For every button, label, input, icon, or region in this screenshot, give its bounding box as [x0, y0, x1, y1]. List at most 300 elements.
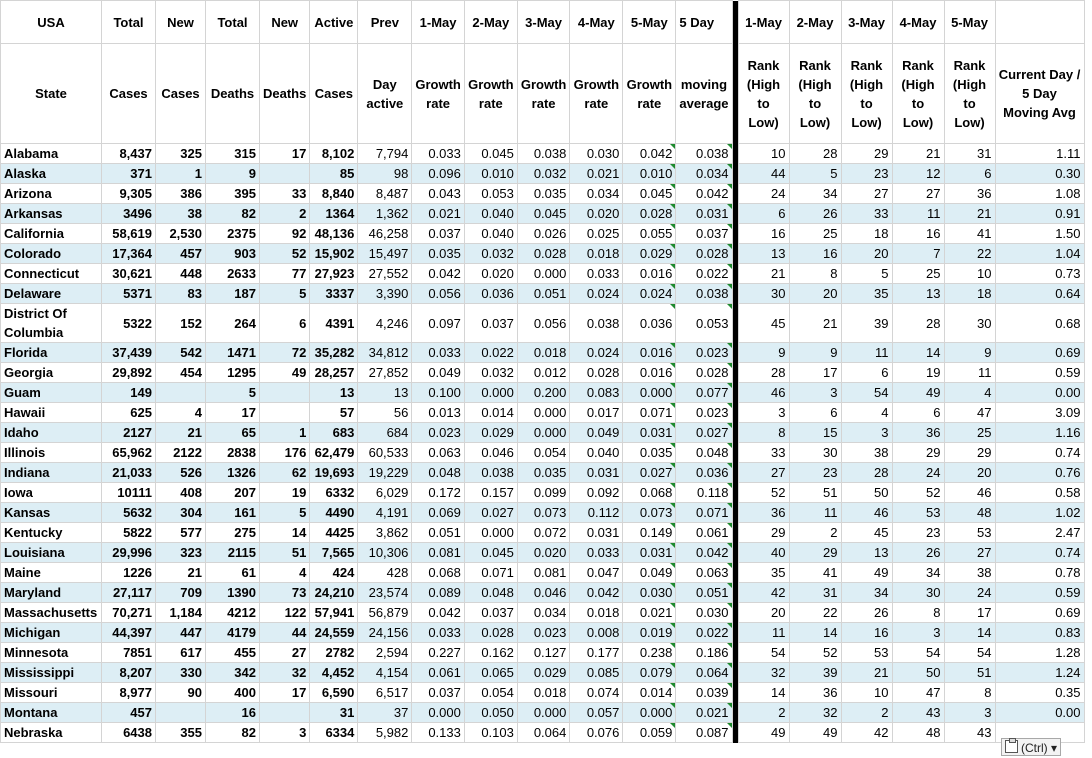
data-cell[interactable]: 34	[841, 583, 892, 603]
data-cell[interactable]: 49	[892, 383, 944, 403]
state-name-cell[interactable]: Indiana	[1, 463, 102, 483]
data-cell[interactable]: 14	[944, 623, 995, 643]
data-cell[interactable]: 0.064	[517, 723, 570, 743]
data-cell[interactable]: 10	[944, 264, 995, 284]
data-cell[interactable]: 0.047	[570, 563, 623, 583]
data-cell[interactable]: 54	[892, 643, 944, 663]
data-cell[interactable]: 542	[156, 343, 206, 363]
data-cell[interactable]: 0.087	[676, 723, 732, 743]
data-cell[interactable]: 5	[841, 264, 892, 284]
data-cell[interactable]: 161	[206, 503, 260, 523]
data-cell[interactable]: 26	[892, 543, 944, 563]
data-cell[interactable]: 98	[358, 164, 412, 184]
data-cell[interactable]: 2.47	[995, 523, 1084, 543]
data-cell[interactable]: 57	[310, 403, 358, 423]
data-cell[interactable]: 16	[789, 244, 841, 264]
data-cell[interactable]: 0.042	[676, 543, 732, 563]
data-cell[interactable]: 15	[789, 423, 841, 443]
column-header[interactable]: 4-May	[892, 1, 944, 44]
data-cell[interactable]: 0.021	[412, 204, 465, 224]
table-row[interactable]	[1, 443, 1085, 463]
data-cell[interactable]: 1295	[206, 363, 260, 383]
data-cell[interactable]: 323	[156, 543, 206, 563]
state-name-cell[interactable]: Arkansas	[1, 204, 102, 224]
data-cell[interactable]: 0.35	[995, 683, 1084, 703]
data-cell[interactable]: 0.024	[570, 284, 623, 304]
data-cell[interactable]: 0.042	[676, 184, 732, 204]
data-cell[interactable]: 38	[841, 443, 892, 463]
data-cell[interactable]: 455	[206, 643, 260, 663]
data-cell[interactable]: 617	[156, 643, 206, 663]
data-cell[interactable]: 7,794	[358, 144, 412, 164]
data-cell[interactable]: 6332	[310, 483, 358, 503]
data-cell[interactable]: 5,982	[358, 723, 412, 743]
data-cell[interactable]: 0.00	[995, 383, 1084, 403]
data-cell[interactable]: 342	[206, 663, 260, 683]
state-name-cell[interactable]: Massachusetts	[1, 603, 102, 623]
data-cell[interactable]: 13	[841, 543, 892, 563]
data-cell[interactable]: 0.118	[676, 483, 732, 503]
column-header[interactable]: Deaths	[206, 44, 260, 144]
data-cell[interactable]: 2127	[102, 423, 156, 443]
data-cell[interactable]: 8,977	[102, 683, 156, 703]
table-row[interactable]	[1, 483, 1085, 503]
data-cell[interactable]: 36	[944, 184, 995, 204]
data-cell[interactable]: 31	[310, 703, 358, 723]
data-cell[interactable]: 2	[260, 204, 310, 224]
data-cell[interactable]: 0.071	[464, 563, 517, 583]
data-cell[interactable]: 0.023	[676, 343, 732, 363]
data-cell[interactable]: 424	[310, 563, 358, 583]
data-cell[interactable]: 34,812	[358, 343, 412, 363]
state-name-cell[interactable]: Connecticut	[1, 264, 102, 284]
data-cell[interactable]: 26	[789, 204, 841, 224]
data-cell[interactable]: 0.91	[995, 204, 1084, 224]
data-cell[interactable]: 0.051	[517, 284, 570, 304]
data-cell[interactable]: 1326	[206, 463, 260, 483]
data-cell[interactable]: 2115	[206, 543, 260, 563]
data-cell[interactable]: 82	[206, 723, 260, 743]
data-cell[interactable]: 30,621	[102, 264, 156, 284]
data-cell[interactable]: 49	[789, 723, 841, 743]
data-cell[interactable]: 0.053	[464, 184, 517, 204]
data-cell[interactable]: 0.030	[570, 144, 623, 164]
data-cell[interactable]: 0.029	[517, 663, 570, 683]
data-cell[interactable]: 0.096	[412, 164, 465, 184]
table-row[interactable]	[1, 563, 1085, 583]
data-cell[interactable]: 57,941	[310, 603, 358, 623]
data-cell[interactable]: 22	[789, 603, 841, 623]
data-cell[interactable]: 315	[206, 144, 260, 164]
data-cell[interactable]: 0.69	[995, 603, 1084, 623]
data-cell[interactable]: 395	[206, 184, 260, 204]
data-cell[interactable]: 0.78	[995, 563, 1084, 583]
data-cell[interactable]: 54	[944, 643, 995, 663]
state-name-cell[interactable]: Minnesota	[1, 643, 102, 663]
data-cell[interactable]	[260, 703, 310, 723]
data-cell[interactable]: 44	[260, 623, 310, 643]
data-cell[interactable]: 9	[206, 164, 260, 184]
data-cell[interactable]: 5632	[102, 503, 156, 523]
state-name-cell[interactable]: California	[1, 224, 102, 244]
data-cell[interactable]: 92	[260, 224, 310, 244]
data-cell[interactable]: 0.172	[412, 483, 465, 503]
data-cell[interactable]: 5822	[102, 523, 156, 543]
column-header[interactable]: 1-May	[738, 1, 789, 44]
table-row[interactable]	[1, 583, 1085, 603]
data-cell[interactable]: 4425	[310, 523, 358, 543]
state-name-cell[interactable]: Mississippi	[1, 663, 102, 683]
data-cell[interactable]: 17	[260, 144, 310, 164]
table-row[interactable]	[1, 663, 1085, 683]
data-cell[interactable]: 0.016	[623, 343, 676, 363]
data-cell[interactable]: 1390	[206, 583, 260, 603]
data-cell[interactable]: 0.048	[464, 583, 517, 603]
data-cell[interactable]: 31	[789, 583, 841, 603]
data-cell[interactable]: 47	[892, 683, 944, 703]
data-cell[interactable]: 27	[892, 184, 944, 204]
data-cell[interactable]: 23,574	[358, 583, 412, 603]
data-cell[interactable]: 24,210	[310, 583, 358, 603]
data-cell[interactable]: 10,306	[358, 543, 412, 563]
data-cell[interactable]: 0.014	[464, 403, 517, 423]
data-cell[interactable]: 1.04	[995, 244, 1084, 264]
table-row[interactable]	[1, 363, 1085, 383]
data-cell[interactable]: 448	[156, 264, 206, 284]
column-header[interactable]: Growth rate	[623, 44, 676, 144]
data-cell[interactable]: 20	[841, 244, 892, 264]
data-cell[interactable]: 24,559	[310, 623, 358, 643]
data-cell[interactable]: 14	[892, 343, 944, 363]
data-cell[interactable]	[260, 403, 310, 423]
data-cell[interactable]: 0.046	[464, 443, 517, 463]
column-header[interactable]: Growth rate	[412, 44, 465, 144]
data-cell[interactable]: 15,902	[310, 244, 358, 264]
data-cell[interactable]: 408	[156, 483, 206, 503]
data-cell[interactable]: 3	[738, 403, 789, 423]
state-name-cell[interactable]: Maryland	[1, 583, 102, 603]
data-cell[interactable]: 7	[892, 244, 944, 264]
data-cell[interactable]: 70,271	[102, 603, 156, 623]
data-cell[interactable]: 8,437	[102, 144, 156, 164]
data-cell[interactable]: 8,102	[310, 144, 358, 164]
data-cell[interactable]: 27,852	[358, 363, 412, 383]
state-name-cell[interactable]: Michigan	[1, 623, 102, 643]
data-cell[interactable]: 1.02	[995, 503, 1084, 523]
data-cell[interactable]: 275	[206, 523, 260, 543]
data-cell[interactable]: 27,117	[102, 583, 156, 603]
data-cell[interactable]: 0.049	[412, 363, 465, 383]
data-cell[interactable]: 61	[206, 563, 260, 583]
data-cell[interactable]: 0.029	[623, 244, 676, 264]
data-cell[interactable]: 25	[944, 423, 995, 443]
data-cell[interactable]: 625	[102, 403, 156, 423]
table-row[interactable]	[1, 144, 1085, 164]
data-cell[interactable]: 33	[738, 443, 789, 463]
data-cell[interactable]: 27	[738, 463, 789, 483]
data-cell[interactable]: 709	[156, 583, 206, 603]
data-cell[interactable]: 0.036	[464, 284, 517, 304]
state-name-cell[interactable]: Alaska	[1, 164, 102, 184]
column-header[interactable]: State	[1, 44, 102, 144]
column-header[interactable]: 3-May	[517, 1, 570, 44]
data-cell[interactable]: 16	[841, 623, 892, 643]
data-cell[interactable]: 0.097	[412, 304, 465, 343]
data-cell[interactable]: 304	[156, 503, 206, 523]
data-cell[interactable]: 50	[841, 483, 892, 503]
data-cell[interactable]: 1.08	[995, 184, 1084, 204]
data-cell[interactable]: 0.83	[995, 623, 1084, 643]
data-cell[interactable]: 0.014	[623, 683, 676, 703]
data-cell[interactable]: 18	[841, 224, 892, 244]
state-name-cell[interactable]: Maine	[1, 563, 102, 583]
data-cell[interactable]: 0.023	[517, 623, 570, 643]
data-cell[interactable]: 5322	[102, 304, 156, 343]
data-cell[interactable]: 29	[738, 523, 789, 543]
data-cell[interactable]: 0.018	[517, 343, 570, 363]
column-header[interactable]: Growth rate	[570, 44, 623, 144]
state-name-cell[interactable]: Louisiana	[1, 543, 102, 563]
data-cell[interactable]: 0.016	[623, 363, 676, 383]
data-cell[interactable]: 48,136	[310, 224, 358, 244]
data-cell[interactable]: 0.031	[676, 204, 732, 224]
data-cell[interactable]: 46,258	[358, 224, 412, 244]
data-cell[interactable]: 0.74	[995, 543, 1084, 563]
data-cell[interactable]: 9	[944, 343, 995, 363]
data-cell[interactable]: 0.100	[412, 383, 465, 403]
data-cell[interactable]: 6	[738, 204, 789, 224]
column-header[interactable]: Rank (High to Low)	[892, 44, 944, 144]
data-cell[interactable]: 1.16	[995, 423, 1084, 443]
data-cell[interactable]: 30	[944, 304, 995, 343]
data-cell[interactable]: 15,497	[358, 244, 412, 264]
data-cell[interactable]: 0.000	[623, 703, 676, 723]
state-name-cell[interactable]: Delaware	[1, 284, 102, 304]
data-cell[interactable]: 0.037	[464, 304, 517, 343]
data-cell[interactable]: 36	[789, 683, 841, 703]
data-cell[interactable]: 27,552	[358, 264, 412, 284]
data-cell[interactable]: 20	[789, 284, 841, 304]
data-cell[interactable]: 6,029	[358, 483, 412, 503]
data-cell[interactable]: 21	[156, 563, 206, 583]
column-header[interactable]: Cases	[310, 44, 358, 144]
data-cell[interactable]: 20	[944, 463, 995, 483]
data-cell[interactable]: 0.008	[570, 623, 623, 643]
data-cell[interactable]: 0.079	[623, 663, 676, 683]
data-cell[interactable]: 0.76	[995, 463, 1084, 483]
data-cell[interactable]: 0.021	[676, 703, 732, 723]
data-cell[interactable]: 400	[206, 683, 260, 703]
column-header[interactable]: Rank (High to Low)	[789, 44, 841, 144]
column-header[interactable]: Rank (High to Low)	[841, 44, 892, 144]
data-cell[interactable]: 0.157	[464, 483, 517, 503]
data-cell[interactable]: 457	[156, 244, 206, 264]
data-cell[interactable]: 37,439	[102, 343, 156, 363]
data-cell[interactable]: 6	[260, 304, 310, 343]
state-name-cell[interactable]: Arizona	[1, 184, 102, 204]
data-cell[interactable]: 52	[789, 643, 841, 663]
data-cell[interactable]: 0.036	[623, 304, 676, 343]
data-cell[interactable]: 0.038	[676, 144, 732, 164]
data-cell[interactable]: 27	[841, 184, 892, 204]
data-cell[interactable]: 0.30	[995, 164, 1084, 184]
data-cell[interactable]: 6	[789, 403, 841, 423]
data-cell[interactable]: 41	[944, 224, 995, 244]
data-cell[interactable]: 50	[892, 663, 944, 683]
data-cell[interactable]: 457	[102, 703, 156, 723]
data-cell[interactable]: 28	[892, 304, 944, 343]
data-cell[interactable]: 26	[841, 603, 892, 623]
data-cell[interactable]: 0.024	[570, 343, 623, 363]
data-cell[interactable]: 6334	[310, 723, 358, 743]
data-cell[interactable]: 6,517	[358, 683, 412, 703]
data-cell[interactable]: 29	[841, 144, 892, 164]
data-cell[interactable]: 46	[944, 483, 995, 503]
data-cell[interactable]: 2	[789, 523, 841, 543]
data-cell[interactable]: 0.018	[517, 683, 570, 703]
data-cell[interactable]: 0.049	[570, 423, 623, 443]
data-cell[interactable]: 0.092	[570, 483, 623, 503]
table-row[interactable]	[1, 244, 1085, 264]
data-cell[interactable]: 24	[944, 583, 995, 603]
data-cell[interactable]: 3,390	[358, 284, 412, 304]
table-row[interactable]	[1, 184, 1085, 204]
data-cell[interactable]: 0.043	[412, 184, 465, 204]
data-cell[interactable]: 16	[738, 224, 789, 244]
data-cell[interactable]: 1.50	[995, 224, 1084, 244]
data-cell[interactable]	[260, 164, 310, 184]
data-cell[interactable]: 30	[738, 284, 789, 304]
data-cell[interactable]: 3	[789, 383, 841, 403]
data-cell[interactable]: 0.042	[623, 144, 676, 164]
data-cell[interactable]: 0.73	[995, 264, 1084, 284]
data-cell[interactable]: 4	[260, 563, 310, 583]
data-cell[interactable]: 17	[260, 683, 310, 703]
column-header[interactable]: Rank (High to Low)	[738, 44, 789, 144]
data-cell[interactable]: 3496	[102, 204, 156, 224]
state-name-cell[interactable]: Illinois	[1, 443, 102, 463]
data-cell[interactable]: 0.031	[623, 423, 676, 443]
data-cell[interactable]: 0.028	[623, 204, 676, 224]
column-header[interactable]: 1-May	[412, 1, 465, 44]
data-cell[interactable]: 12	[892, 164, 944, 184]
data-cell[interactable]: 1.11	[995, 144, 1084, 164]
table-row[interactable]	[1, 723, 1085, 743]
data-cell[interactable]: 0.00	[995, 703, 1084, 723]
data-cell[interactable]: 35	[738, 563, 789, 583]
data-cell[interactable]: 5	[789, 164, 841, 184]
state-name-cell[interactable]: Guam	[1, 383, 102, 403]
data-cell[interactable]: 371	[102, 164, 156, 184]
data-cell[interactable]: 0.019	[623, 623, 676, 643]
table-row[interactable]	[1, 703, 1085, 723]
data-cell[interactable]: 0.089	[412, 583, 465, 603]
data-cell[interactable]: 52	[738, 483, 789, 503]
table-row[interactable]	[1, 204, 1085, 224]
column-header[interactable]: Cases	[102, 44, 156, 144]
data-cell[interactable]: 0.200	[517, 383, 570, 403]
data-cell[interactable]: 0.051	[412, 523, 465, 543]
data-cell[interactable]: 4	[156, 403, 206, 423]
column-header[interactable]: 3-May	[841, 1, 892, 44]
data-cell[interactable]: 4490	[310, 503, 358, 523]
data-cell[interactable]: 0.68	[995, 304, 1084, 343]
column-header[interactable]: 5-May	[623, 1, 676, 44]
data-cell[interactable]: 20	[738, 603, 789, 623]
data-cell[interactable]: 0.034	[517, 603, 570, 623]
data-cell[interactable]: 48	[892, 723, 944, 743]
data-cell[interactable]: 330	[156, 663, 206, 683]
data-cell[interactable]: 0.039	[676, 683, 732, 703]
data-cell[interactable]: 13	[738, 244, 789, 264]
data-cell[interactable]: 355	[156, 723, 206, 743]
data-cell[interactable]: 0.000	[623, 383, 676, 403]
data-cell[interactable]: 8	[944, 683, 995, 703]
data-cell[interactable]: 23	[841, 164, 892, 184]
data-cell[interactable]: 0.021	[623, 603, 676, 623]
data-cell[interactable]: 10	[841, 683, 892, 703]
data-cell[interactable]: 32	[789, 703, 841, 723]
column-header[interactable]: 4-May	[570, 1, 623, 44]
data-cell[interactable]: 1,184	[156, 603, 206, 623]
data-cell[interactable]: 25	[892, 264, 944, 284]
state-name-cell[interactable]: Alabama	[1, 144, 102, 164]
data-cell[interactable]: 0.023	[676, 403, 732, 423]
data-cell[interactable]: 0.028	[464, 623, 517, 643]
data-cell[interactable]: 44	[738, 164, 789, 184]
data-cell[interactable]: 21	[892, 144, 944, 164]
data-cell[interactable]: 0.061	[676, 523, 732, 543]
data-cell[interactable]: 8	[892, 603, 944, 623]
column-header[interactable]: Rank (High to Low)	[944, 44, 995, 144]
data-cell[interactable]: 0.017	[570, 403, 623, 423]
state-name-cell[interactable]: Missouri	[1, 683, 102, 703]
data-cell[interactable]: 0.068	[623, 483, 676, 503]
data-cell[interactable]: 0.035	[517, 184, 570, 204]
data-cell[interactable]: 2	[841, 703, 892, 723]
data-cell[interactable]: 0.071	[676, 503, 732, 523]
table-row[interactable]	[1, 304, 1085, 343]
data-cell[interactable]: 27	[260, 643, 310, 663]
data-cell[interactable]: 4391	[310, 304, 358, 343]
data-cell[interactable]: 0.162	[464, 643, 517, 663]
data-cell[interactable]: 0.238	[623, 643, 676, 663]
data-cell[interactable]: 3	[260, 723, 310, 743]
table-row[interactable]	[1, 463, 1085, 483]
data-cell[interactable]: 1226	[102, 563, 156, 583]
data-cell[interactable]: 54	[841, 383, 892, 403]
data-cell[interactable]: 176	[260, 443, 310, 463]
data-cell[interactable]: 17	[944, 603, 995, 623]
data-cell[interactable]: 149	[102, 383, 156, 403]
data-cell[interactable]: 0.010	[623, 164, 676, 184]
data-cell[interactable]: 11	[789, 503, 841, 523]
data-cell[interactable]: 35,282	[310, 343, 358, 363]
data-cell[interactable]: 2,594	[358, 643, 412, 663]
data-cell[interactable]: 325	[156, 144, 206, 164]
state-name-cell[interactable]: Hawaii	[1, 403, 102, 423]
data-cell[interactable]: 0.59	[995, 363, 1084, 383]
data-cell[interactable]: 17	[206, 403, 260, 423]
data-cell[interactable]: 83	[156, 284, 206, 304]
data-cell[interactable]: 56,879	[358, 603, 412, 623]
data-cell[interactable]: 14	[789, 623, 841, 643]
data-cell[interactable]: 0.083	[570, 383, 623, 403]
state-name-cell[interactable]: Kentucky	[1, 523, 102, 543]
data-cell[interactable]: 28	[738, 363, 789, 383]
data-cell[interactable]: 0.068	[412, 563, 465, 583]
data-cell[interactable]: 13	[892, 284, 944, 304]
